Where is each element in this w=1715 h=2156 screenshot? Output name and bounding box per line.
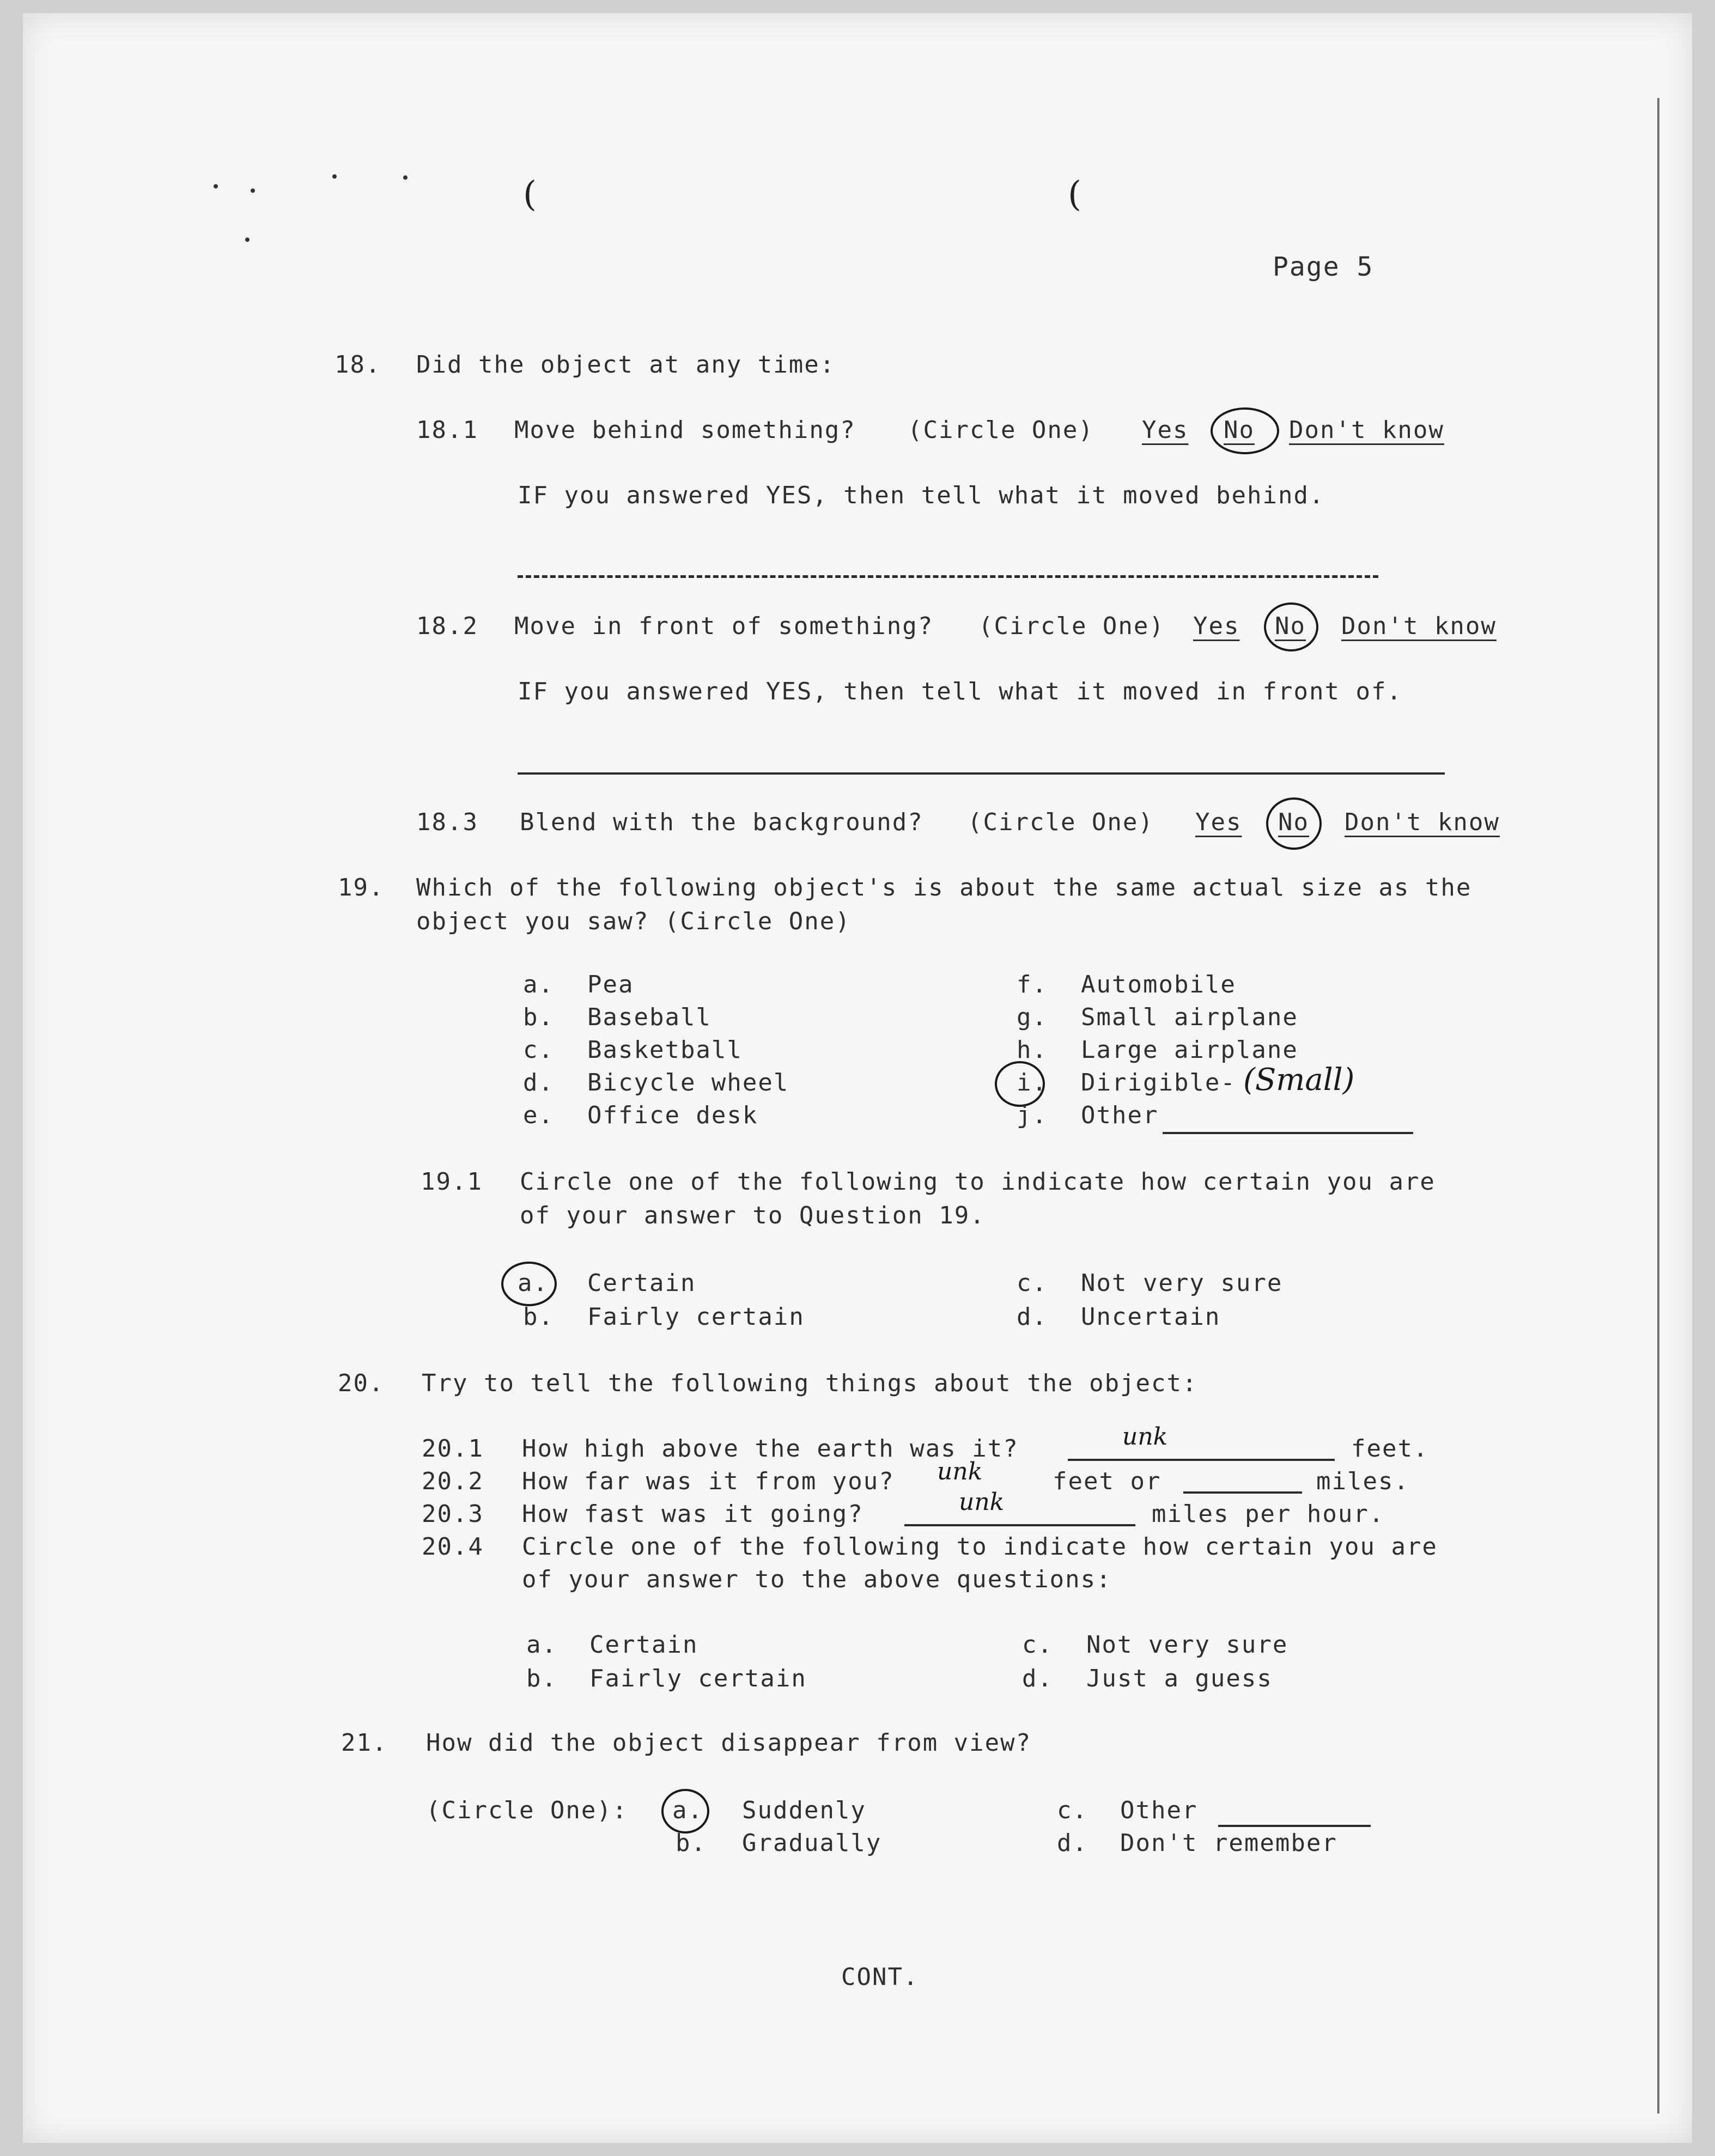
q20-4-option-a-key: a.	[526, 1631, 557, 1659]
q20-4-option-d-key: d.	[1022, 1665, 1053, 1692]
q18-2-circle-one: (Circle One)	[978, 612, 1165, 640]
q21-option-a[interactable]: Suddenly	[742, 1796, 866, 1824]
q18-1-no-circle	[1211, 407, 1279, 454]
q20-1-answer: unk	[1122, 1423, 1168, 1451]
q20-3-unit: miles per hour.	[1152, 1500, 1385, 1528]
page-number: Page 5	[1273, 252, 1374, 282]
q19-option-g-key: g.	[1017, 1003, 1048, 1031]
q19-option-b-key: b.	[523, 1003, 554, 1031]
q21-option-b[interactable]: Gradually	[742, 1829, 882, 1857]
q21-option-b-key: b.	[676, 1829, 707, 1857]
q20-4-option-c-key: c.	[1022, 1631, 1053, 1659]
q20-4-number: 20.4	[422, 1533, 484, 1561]
q19-1-option-a-circle	[501, 1262, 557, 1306]
q21-option-c[interactable]: Other	[1120, 1796, 1198, 1824]
q20-1-text: How high above the earth was it?	[522, 1435, 1019, 1463]
q18-1-text: Move behind something?	[514, 416, 856, 444]
speck	[245, 237, 250, 242]
q20-3-answer-line[interactable]	[904, 1524, 1135, 1526]
q19-1-number: 19.1	[421, 1168, 483, 1196]
q21-option-d[interactable]: Don't remember	[1120, 1829, 1337, 1857]
question-18-number: 18.	[335, 351, 381, 379]
q18-1-yes[interactable]: Yes	[1142, 416, 1189, 444]
q20-4-line1: Circle one of the following to indicate how certain you are	[522, 1533, 1438, 1561]
q19-option-h[interactable]: Large airplane	[1081, 1036, 1298, 1064]
q19-1-option-d[interactable]: Uncertain	[1081, 1303, 1221, 1331]
question-19-line1: Which of the following object's is about the same actual size as the	[416, 874, 1472, 902]
q18-3-text: Blend with the background?	[520, 808, 923, 836]
q21-option-c-key: c.	[1057, 1796, 1088, 1824]
q19-1-option-c-key: c.	[1017, 1269, 1048, 1297]
q18-2-followup: IF you answered YES, then tell what it moved in front of.	[518, 678, 1402, 705]
binder-mark-right: (	[1068, 174, 1081, 215]
q19-1-option-d-key: d.	[1017, 1303, 1048, 1331]
q19-option-a[interactable]: Pea	[587, 971, 634, 998]
q19-option-e-key: e.	[523, 1101, 554, 1129]
q18-2-no[interactable]: No	[1275, 612, 1306, 640]
q18-1-circle-one: (Circle One)	[908, 416, 1094, 444]
speck	[403, 175, 408, 180]
q18-3-circle-one: (Circle One)	[968, 808, 1154, 836]
q18-3-no-circle	[1266, 797, 1322, 850]
q19-option-b[interactable]: Baseball	[587, 1003, 711, 1031]
q19-option-i-key: i.	[1017, 1069, 1048, 1097]
q19-option-e[interactable]: Office desk	[587, 1101, 758, 1129]
q19-option-c-key: c.	[523, 1036, 554, 1064]
q20-2-unit1: feet or	[1053, 1467, 1161, 1495]
speck	[251, 188, 255, 193]
q18-2-number: 18.2	[416, 612, 478, 640]
q19-1-option-a-key: a.	[518, 1269, 549, 1297]
q19-option-a-key: a.	[523, 971, 554, 998]
q19-option-h-key: h.	[1017, 1036, 1048, 1064]
q19-1-line1: Circle one of the following to indicate how certain you are	[520, 1168, 1436, 1196]
speck	[214, 184, 218, 188]
question-21-text: How did the object disappear from view?	[426, 1729, 1032, 1757]
q19-handwritten-small: (Small)	[1243, 1062, 1355, 1098]
q20-1-number: 20.1	[422, 1435, 484, 1463]
q18-2-answer-line[interactable]	[518, 772, 1445, 775]
q18-1-dont-know[interactable]: Don't know	[1289, 416, 1444, 444]
q19-option-i[interactable]: Dirigible-	[1081, 1069, 1236, 1097]
q18-2-text: Move in front of something?	[514, 612, 934, 640]
q19-option-j[interactable]: Other	[1081, 1101, 1159, 1129]
q20-2-answer: unk	[937, 1458, 983, 1485]
q18-3-yes[interactable]: Yes	[1195, 808, 1242, 836]
q18-2-no-circle	[1264, 602, 1318, 651]
q19-other-line[interactable]	[1163, 1132, 1413, 1134]
question-19-number: 19.	[338, 874, 385, 902]
question-21-number: 21.	[341, 1729, 388, 1757]
question-20-text: Try to tell the following things about the object:	[422, 1369, 1198, 1397]
q19-option-c[interactable]: Basketball	[587, 1036, 743, 1064]
q20-1-unit: feet.	[1351, 1435, 1429, 1463]
q18-1-answer-line[interactable]	[518, 575, 1378, 578]
q19-option-d-key: d.	[523, 1069, 554, 1097]
q18-2-yes[interactable]: Yes	[1193, 612, 1240, 640]
q18-3-dont-know[interactable]: Don't know	[1345, 808, 1500, 836]
q20-2-text: How far was it from you?	[522, 1467, 895, 1495]
q19-1-option-b[interactable]: Fairly certain	[587, 1303, 805, 1331]
q20-3-number: 20.3	[422, 1500, 484, 1528]
q19-1-option-c[interactable]: Not very sure	[1081, 1269, 1283, 1297]
q18-1-no[interactable]: No	[1224, 416, 1255, 444]
q20-4-option-b[interactable]: Fairly certain	[589, 1665, 807, 1692]
q20-3-text: How fast was it going?	[522, 1500, 863, 1528]
q21-circle-one: (Circle One):	[426, 1796, 628, 1824]
question-20-number: 20.	[338, 1369, 385, 1397]
q18-1-number: 18.1	[416, 416, 478, 444]
q20-2-unit2: miles.	[1316, 1467, 1409, 1495]
q19-option-j-key: j.	[1017, 1101, 1048, 1129]
q20-3-answer: unk	[959, 1488, 1005, 1516]
question-19-line2: object you saw? (Circle One)	[416, 908, 851, 935]
q19-1-option-b-key: b.	[523, 1303, 554, 1331]
q18-1-followup: IF you answered YES, then tell what it moved behind.	[518, 482, 1325, 509]
q21-option-a-key: a.	[672, 1796, 703, 1824]
q19-option-f[interactable]: Automobile	[1081, 971, 1236, 998]
page-edge-shadow	[1657, 98, 1659, 2114]
q20-4-line2: of your answer to the above questions:	[522, 1566, 1112, 1593]
q20-1-answer-line[interactable]	[1068, 1459, 1335, 1461]
question-18-text: Did the object at any time:	[416, 351, 836, 379]
q20-4-option-c[interactable]: Not very sure	[1086, 1631, 1288, 1659]
q18-3-number: 18.3	[416, 808, 478, 836]
q20-4-option-b-key: b.	[526, 1665, 557, 1692]
q20-2-number: 20.2	[422, 1467, 484, 1495]
speck	[332, 174, 337, 179]
binder-mark-left: (	[523, 174, 537, 215]
q21-option-d-key: d.	[1057, 1829, 1088, 1857]
q20-2-miles-line[interactable]	[1183, 1491, 1302, 1494]
q20-4-option-a[interactable]: Certain	[589, 1631, 698, 1659]
q19-option-g[interactable]: Small airplane	[1081, 1003, 1298, 1031]
q19-1-line2: of your answer to Question 19.	[520, 1202, 986, 1229]
continued-footer: CONT.	[841, 1963, 919, 1991]
q20-4-option-d[interactable]: Just a guess	[1086, 1665, 1273, 1692]
q18-3-no[interactable]: No	[1278, 808, 1309, 836]
q19-option-d[interactable]: Bicycle wheel	[587, 1069, 789, 1097]
q18-2-dont-know[interactable]: Don't know	[1341, 612, 1497, 640]
q19-option-f-key: f.	[1017, 971, 1048, 998]
q19-1-option-a[interactable]: Certain	[587, 1269, 696, 1297]
